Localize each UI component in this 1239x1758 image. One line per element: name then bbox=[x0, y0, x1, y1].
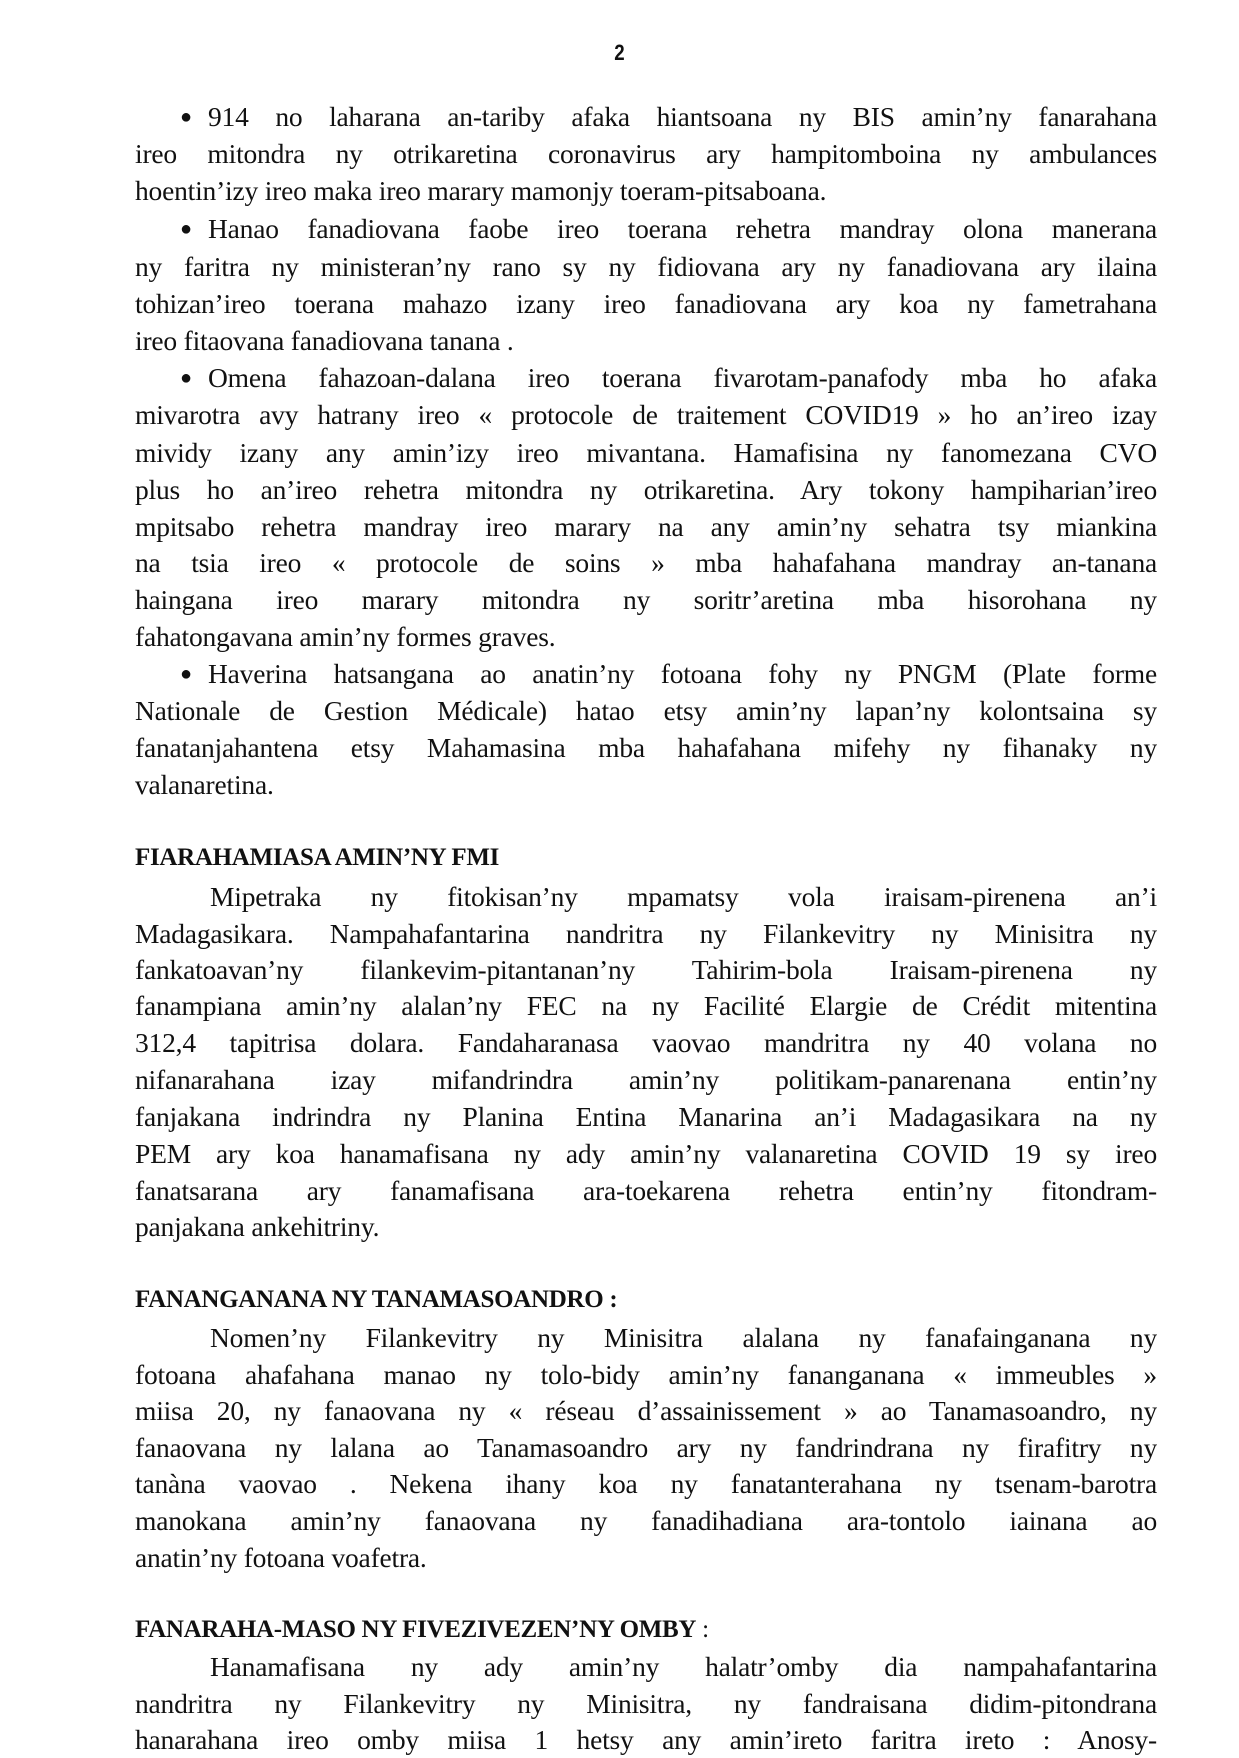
bullet-item-line: ● 914 no laharana an-tariby afaka hiantsoana ny BIS amin’ny fanarahana bbox=[180, 99, 1157, 135]
paragraph-line: nandritra ny Filankevitry ny Minisitra, ny fandraisana didim-pitondrana bbox=[135, 1688, 1157, 1719]
paragraph-line: hanarahana ireo omby miisa 1 hetsy any amin’ireto faritra ireto : Anosy- bbox=[135, 1724, 1157, 1755]
paragraph-line: Nomen’ny Filankevitry ny Minisitra alalana ny fanafainganana ny bbox=[210, 1322, 1157, 1353]
bullet-item-line: mpitsabo rehetra mandray ireo marary na any amin’ny sehatra tsy miankina bbox=[135, 511, 1157, 542]
bullet-item-line: fanatanjahantena etsy Mahamasina mba hahafahana mifehy ny fihanaky ny bbox=[135, 732, 1157, 763]
paragraph-line: miisa 20, ny fanaovana ny « réseau d’assainissement » ao Tanamasoandro, ny bbox=[135, 1395, 1157, 1426]
page-number: 2 bbox=[614, 40, 625, 65]
section-heading: FIARAHAMIASA AMIN’NY FMI bbox=[135, 844, 500, 871]
paragraph-line: fanatsarana ary fanamafisana ara-toekarena rehetra entin’ny fitondram- bbox=[135, 1175, 1157, 1206]
paragraph-line: fanampiana amin’ny alalan’ny FEC na ny Facilité Elargie de Crédit mitentina bbox=[135, 990, 1157, 1021]
bullet-item-line: plus ho an’ireo rehetra mitondra ny otrikaretina. Ary tokony hampiharian’ireo bbox=[135, 474, 1157, 505]
paragraph-line: fankatoavan’ny filankevim-pitantanan’ny Tahirim-bola Iraisam-pirenena ny bbox=[135, 954, 1157, 985]
bullet-item-line: haingana ireo marary mitondra ny soritr’aretina mba hisorohana ny bbox=[135, 584, 1157, 615]
bullet-item-line: Nationale de Gestion Médicale) hatao etsy amin’ny lapan’ny kolontsaina sy bbox=[135, 695, 1157, 726]
bullet-item-line: ireo mitondra ny otrikaretina coronavirus ary hampitomboina ny ambulances bbox=[135, 138, 1157, 169]
bullet-item-line: fahatongavana amin’ny formes graves. bbox=[135, 621, 556, 652]
bullet-icon: ● bbox=[180, 663, 192, 685]
section-heading: FANANGANANA NY TANAMASOANDRO : bbox=[135, 1286, 618, 1313]
paragraph-line: fanjakana indrindra ny Planina Entina Manarina an’i Madagasikara na ny bbox=[135, 1101, 1157, 1132]
bullet-item-line: ny faritra ny ministeran’ny rano sy ny fidiovana ary ny fanadiovana ary ilaina bbox=[135, 251, 1157, 282]
bullet-item-line: valanaretina. bbox=[135, 769, 274, 800]
bullet-item-line: mivarotra avy hatrany ireo « protocole de traitement COVID19 » ho an’ireo izay bbox=[135, 399, 1157, 430]
bullet-item-line: tohizan’ireo toerana mahazo izany ireo fanadiovana ary koa ny fametrahana bbox=[135, 288, 1157, 319]
paragraph-line: fotoana ahafahana manao ny tolo-bidy amin’ny fananganana « immeubles » bbox=[135, 1359, 1157, 1390]
paragraph-line: PEM ary koa hanamafisana ny ady amin’ny valanaretina COVID 19 sy ireo bbox=[135, 1138, 1157, 1169]
bullet-item-line: ● Hanao fanadiovana faobe ireo toerana rehetra mandray olona manerana bbox=[180, 211, 1157, 247]
bullet-icon: ● bbox=[180, 367, 192, 389]
bullet-item-line: ● Omena fahazoan-dalana ireo toerana fivarotam-panafody mba ho afaka bbox=[180, 360, 1157, 396]
paragraph-line: nifanarahana izay mifandrindra amin’ny politikam-panarenana entin’ny bbox=[135, 1064, 1157, 1095]
paragraph-line: Madagasikara. Nampahafantarina nandritra ny Filankevitry ny Minisitra ny bbox=[135, 918, 1157, 949]
section-heading: FANARAHA-MASO NY FIVEZIVEZEN’NY OMBY : bbox=[135, 1616, 709, 1643]
bullet-item-line: na tsia ireo « protocole de soins » mba hahafahana mandray an-tanana bbox=[135, 547, 1157, 578]
bullet-item-line: hoentin’izy ireo maka ireo marary mamonjy toeram-pitsaboana. bbox=[135, 175, 827, 206]
paragraph-line: Mipetraka ny fitokisan’ny mpamatsy vola iraisam-pirenena an’i bbox=[210, 881, 1157, 912]
paragraph-line: tanàna vaovao . Nekena ihany koa ny fanatanterahana ny tsenam-barotra bbox=[135, 1468, 1157, 1499]
bullet-item-line: ● Haverina hatsangana ao anatin’ny fotoana fohy ny PNGM (Plate forme bbox=[180, 656, 1157, 692]
bullet-item-line: ireo fitaovana fanadiovana tanana . bbox=[135, 325, 514, 356]
paragraph-line: Hanamafisana ny ady amin’ny halatr’omby dia nampahafantarina bbox=[210, 1651, 1157, 1682]
paragraph-line: panjakana ankehitriny. bbox=[135, 1211, 380, 1242]
paragraph-line: fanaovana ny lalana ao Tanamasoandro ary ny fandrindrana ny firafitry ny bbox=[135, 1432, 1157, 1463]
paragraph-line: manokana amin’ny fanaovana ny fanadihadiana ara-tontolo iainana ao bbox=[135, 1505, 1157, 1536]
bullet-icon: ● bbox=[180, 106, 192, 128]
paragraph-line: 312,4 tapitrisa dolara. Fandaharanasa vaovao mandritra ny 40 volana no bbox=[135, 1027, 1157, 1058]
paragraph-line: anatin’ny fotoana voafetra. bbox=[135, 1542, 427, 1573]
bullet-item-line: mividy izany any amin’izy ireo mivantana. Hamafisina ny fanomezana CVO bbox=[135, 437, 1157, 468]
bullet-icon: ● bbox=[180, 218, 192, 240]
